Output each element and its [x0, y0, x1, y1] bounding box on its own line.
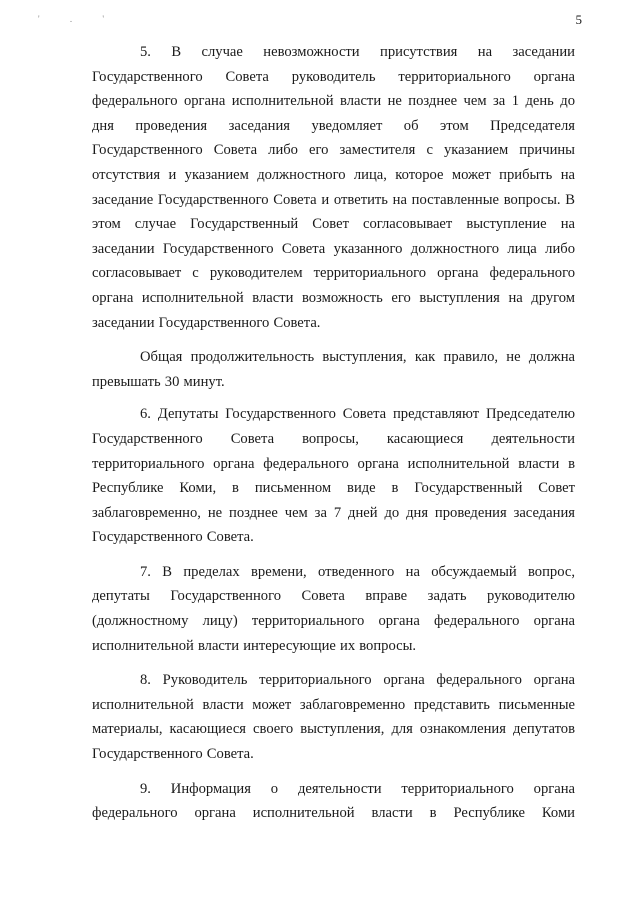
paragraph-6: 6. Депутаты Государственного Совета представляют Председателю Государственного Совета вопросы, касающиеся деятельности территориального органа федерального органа исполнительной власти в Республике Коми, в письменном виде в Государственный Совет заблаговременно, не позднее чем за 7 дней до дня проведения заседания Государственного Совета.	[92, 406, 575, 546]
paragraph-9: 9. Информация о деятельности территориального органа федерального органа исполнительной власти в Республике Коми	[92, 780, 575, 822]
paragraph-duration: Общая продолжительность выступления, как правило, не должна превышать 30 минут.	[92, 349, 575, 390]
paragraph-5: 5. В случае невозможности присутствия на заседании Государственного Совета руководитель территориального органа федерального органа исполнительной власти не позднее чем за 1 день до дня проведения заседания уведомляет об этом Председателя Государственного Совета либо его заместителя с указанием причины отсутствия и указанием должностного лица, которое может прибыть на заседание Государственного Совета и ответить на поставленные вопросы. В этом случае Государственный Совет согласовывает выступление на заседании Государственного Совета указанного должностного лица либо согласовывает с руководителем территориального органа федерального органа исполнительной власти возможность его выступления на другом заседании Государственного Совета.	[92, 44, 575, 331]
page-number: 5	[575, 12, 582, 27]
scan-specks: ' . '	[38, 14, 118, 24]
paragraph-7: 7. В пределах времени, отведенного на обсуждаемый вопрос, депутаты Государственного Совета вправе задать руководителю (должностному лицу) территориального органа федерального органа исполнительной власти интересующие их вопросы.	[92, 563, 575, 654]
document-body	[92, 40, 575, 826]
paragraph-8: 8. Руководитель территориального органа федерального органа исполнительной власти может заблаговременно представить письменные материалы, касающиеся своего выступления, для ознакомления депутатов Государственного Совета.	[92, 672, 575, 763]
